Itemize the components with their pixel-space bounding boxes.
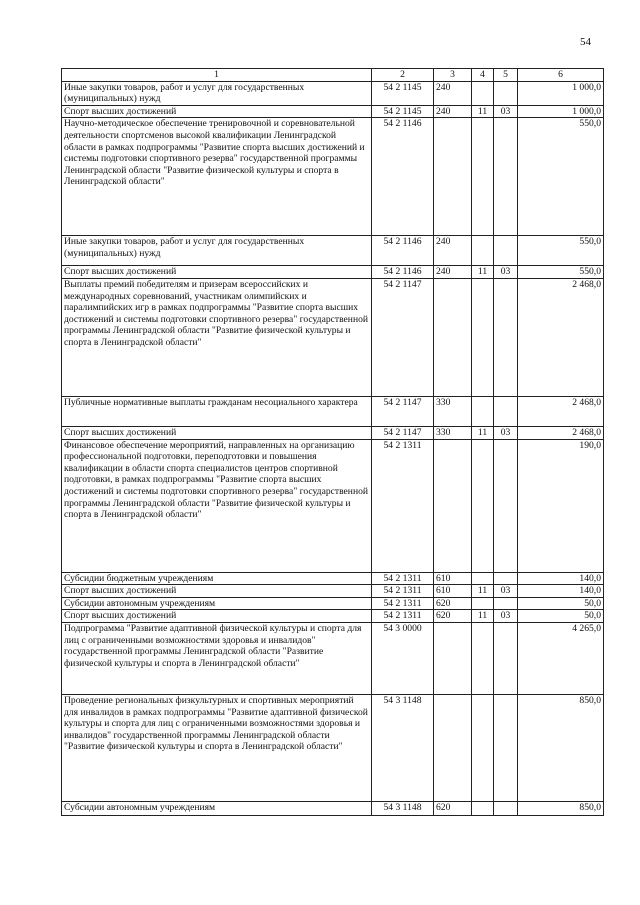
row-subsection: 03 <box>494 105 518 118</box>
row-target-code: 54 3 1148 <box>372 694 434 801</box>
row-target-code: 54 3 0000 <box>372 622 434 694</box>
row-expense-type: 330 <box>434 396 472 426</box>
table-row <box>62 105 604 118</box>
row-target-code: 54 2 1145 <box>372 81 434 105</box>
row-subsection <box>494 81 518 105</box>
row-amount: 550,0 <box>518 266 604 279</box>
row-target-code: 54 2 1147 <box>372 278 434 396</box>
row-target-code: 54 3 1148 <box>372 801 434 815</box>
row-target-code: 54 2 1311 <box>372 439 434 572</box>
table-row <box>62 236 604 266</box>
table-row <box>62 585 604 598</box>
row-description: Подпрограмма "Развитие адаптивной физической культуры и спорта для лиц с ограниченными возможностями здоровья и инвалидов" государственной программы Ленинградской области "Развитие физической культуры и спорта в Ленинградской области" <box>62 622 372 694</box>
row-subsection <box>494 118 518 236</box>
row-amount: 50,0 <box>518 597 604 610</box>
row-amount: 550,0 <box>518 236 604 266</box>
row-expense-type <box>434 278 472 396</box>
row-expense-type <box>434 439 472 572</box>
row-subsection <box>494 801 518 815</box>
row-description: Спорт высших достижений <box>62 585 372 598</box>
row-amount: 2 468,0 <box>518 396 604 426</box>
row-description: Спорт высших достижений <box>62 610 372 623</box>
header-col-3: 3 <box>434 69 472 82</box>
row-section: 11 <box>472 266 494 279</box>
row-expense-type <box>434 694 472 801</box>
row-subsection <box>494 597 518 610</box>
row-description: Финансовое обеспечение мероприятий, направленных на организацию профессиональной подготовки, переподготовки и повышения квалификации в области спорта специалистов центров спортивной подготовки, в рамках подпрограммы "Развитие спорта высших достижений и системы подготовки спортивного резерва" государственной программы Ленинградской области "Развитие физической культуры и спорта в Ленинградской области" <box>62 439 372 572</box>
row-description: Публичные нормативные выплаты гражданам несоциального характера <box>62 396 372 426</box>
row-section <box>472 439 494 572</box>
row-section <box>472 396 494 426</box>
row-target-code: 54 2 1146 <box>372 236 434 266</box>
row-section <box>472 118 494 236</box>
row-amount: 1 000,0 <box>518 81 604 105</box>
row-section: 11 <box>472 426 494 439</box>
table-row <box>62 118 604 236</box>
row-amount: 50,0 <box>518 610 604 623</box>
row-amount: 190,0 <box>518 439 604 572</box>
row-section <box>472 694 494 801</box>
row-target-code: 54 2 1146 <box>372 118 434 236</box>
budget-table <box>61 68 604 816</box>
row-amount: 2 468,0 <box>518 278 604 396</box>
table-row <box>62 439 604 572</box>
row-amount: 550,0 <box>518 118 604 236</box>
table-header-row <box>62 69 604 82</box>
table-row <box>62 610 604 623</box>
row-subsection: 03 <box>494 266 518 279</box>
row-amount: 850,0 <box>518 694 604 801</box>
row-expense-type: 620 <box>434 610 472 623</box>
row-amount: 140,0 <box>518 572 604 585</box>
header-col-4: 4 <box>472 69 494 82</box>
row-expense-type: 610 <box>434 572 472 585</box>
row-description: Спорт высших достижений <box>62 426 372 439</box>
row-section <box>472 572 494 585</box>
row-subsection <box>494 694 518 801</box>
row-expense-type: 240 <box>434 236 472 266</box>
row-expense-type: 240 <box>434 105 472 118</box>
table-row <box>62 801 604 815</box>
row-amount: 850,0 <box>518 801 604 815</box>
row-subsection: 03 <box>494 585 518 598</box>
row-description: Научно-методическое обеспечение тренировочной и соревновательной деятельности спортсменов высокой квалификации Ленинградской области в рамках подпрограммы "Развитие спорта высших достижений и системы подготовки спортивного резерва" государственной программы Ленинградской области "Развитие физической культуры и спорта в Ленинградской области" <box>62 118 372 236</box>
row-description: Субсидии бюджетным учреждениям <box>62 572 372 585</box>
header-col-5: 5 <box>494 69 518 82</box>
row-subsection <box>494 278 518 396</box>
row-subsection <box>494 396 518 426</box>
row-description: Спорт высших достижений <box>62 105 372 118</box>
row-description: Иные закупки товаров, работ и услуг для государственных (муниципальных) нужд <box>62 81 372 105</box>
row-amount: 2 468,0 <box>518 426 604 439</box>
row-section: 11 <box>472 105 494 118</box>
row-section <box>472 278 494 396</box>
row-subsection <box>494 572 518 585</box>
row-expense-type <box>434 118 472 236</box>
row-description: Субсидии автономным учреждениям <box>62 801 372 815</box>
row-section <box>472 236 494 266</box>
row-expense-type: 240 <box>434 266 472 279</box>
table-row <box>62 597 604 610</box>
row-target-code: 54 2 1147 <box>372 426 434 439</box>
header-col-1: 1 <box>62 69 372 82</box>
row-section <box>472 81 494 105</box>
page-number: 54 <box>580 36 591 48</box>
table-row <box>62 426 604 439</box>
row-target-code: 54 2 1146 <box>372 266 434 279</box>
row-expense-type: 240 <box>434 81 472 105</box>
row-subsection: 03 <box>494 610 518 623</box>
row-description: Спорт высших достижений <box>62 266 372 279</box>
row-amount: 140,0 <box>518 585 604 598</box>
row-subsection <box>494 439 518 572</box>
table-row <box>62 572 604 585</box>
row-target-code: 54 2 1311 <box>372 572 434 585</box>
table-row <box>62 622 604 694</box>
header-col-6: 6 <box>518 69 604 82</box>
row-target-code: 54 2 1145 <box>372 105 434 118</box>
row-target-code: 54 2 1147 <box>372 396 434 426</box>
row-expense-type <box>434 622 472 694</box>
row-target-code: 54 2 1311 <box>372 585 434 598</box>
table-row <box>62 694 604 801</box>
table-row <box>62 396 604 426</box>
row-section <box>472 597 494 610</box>
row-description: Проведение региональных физкультурных и спортивных мероприятий для инвалидов в рамках подпрограммы "Развитие адаптивной физической культуры и спорта для лиц с ограниченными возможностями здоровья и инвалидов" государственной программы Ленинградской области "Развитие физической культуры и спорта в Ленинградской области" <box>62 694 372 801</box>
row-target-code: 54 2 1311 <box>372 610 434 623</box>
table-row <box>62 81 604 105</box>
row-amount: 4 265,0 <box>518 622 604 694</box>
header-col-2: 2 <box>372 69 434 82</box>
table-row <box>62 266 604 279</box>
row-subsection: 03 <box>494 426 518 439</box>
row-description: Иные закупки товаров, работ и услуг для государственных (муниципальных) нужд <box>62 236 372 266</box>
row-target-code: 54 2 1311 <box>372 597 434 610</box>
row-section <box>472 801 494 815</box>
row-section: 11 <box>472 585 494 598</box>
row-subsection <box>494 622 518 694</box>
row-section <box>472 622 494 694</box>
row-expense-type: 610 <box>434 585 472 598</box>
row-expense-type: 620 <box>434 801 472 815</box>
row-section: 11 <box>472 610 494 623</box>
table-row <box>62 278 604 396</box>
row-expense-type: 620 <box>434 597 472 610</box>
row-description: Выплаты премий победителям и призерам всероссийских и международных соревнований, участникам олимпийских и паралимпийских игр в рамках подпрограммы "Развитие спорта высших достижений и системы подготовки спортивного резерва" государственной программы Ленинградской области "Развитие физической культуры и спорта в Ленинградской области" <box>62 278 372 396</box>
row-subsection <box>494 236 518 266</box>
row-description: Субсидии автономным учреждениям <box>62 597 372 610</box>
row-amount: 1 000,0 <box>518 105 604 118</box>
row-expense-type: 330 <box>434 426 472 439</box>
